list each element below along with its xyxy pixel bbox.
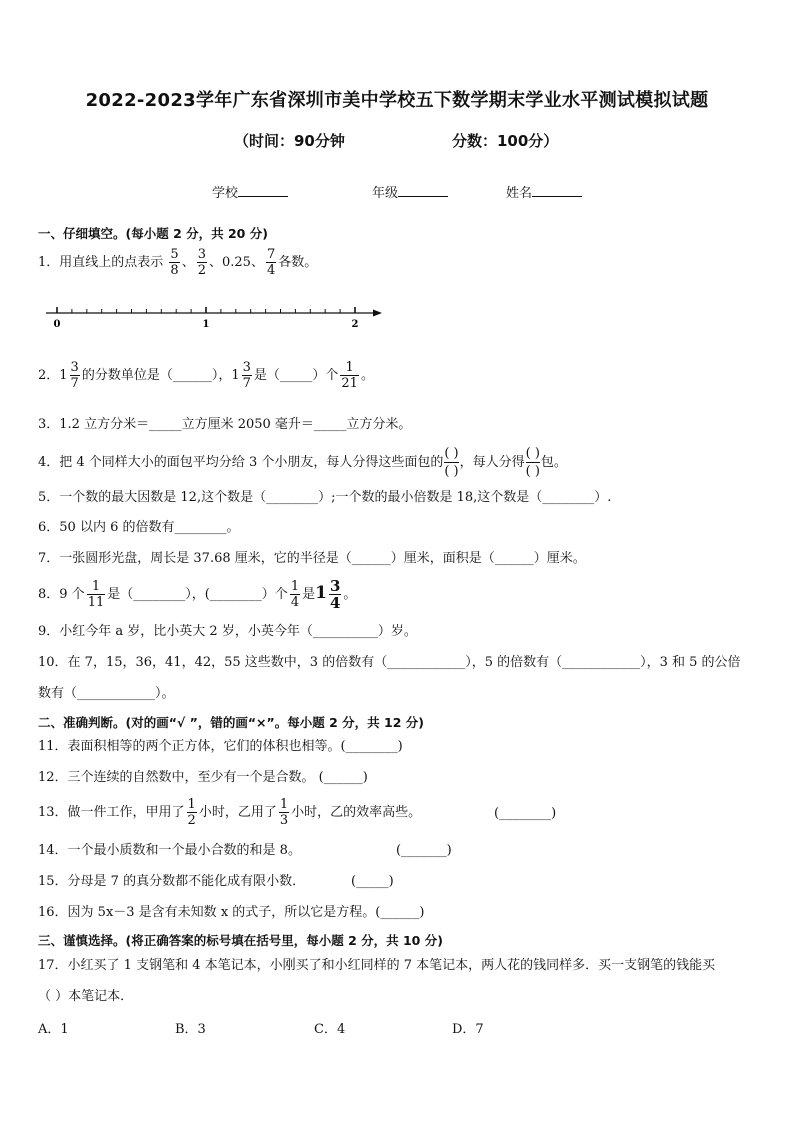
grade-blank[interactable] [398,184,448,197]
school-blank[interactable] [238,184,288,197]
q8-text3: 。 [343,587,357,602]
fraction-3-7-b: $\frac{3}{7}$ [242,360,251,391]
blank-fraction-2[interactable]: ( ) ( ) [525,446,540,479]
fraction-5-8: $\frac{5}{8}$ [170,247,179,278]
question-9: 9．小红今年 a 岁，比小英大 2 岁，小英今年（__________）岁。 [38,624,417,639]
q4-mid: ，每人分得 [459,455,525,470]
question-12: 12．三个连续的自然数中，至少有一个是合数。 (______) [38,770,368,785]
school-label: 学校 [212,186,239,201]
q13-text1: 小时，乙用了 [198,805,277,820]
q2-prefix: 2．1 [38,368,68,383]
tick-label-0: 0 [53,319,61,330]
fraction-1-2: $\frac{1}{2}$ [187,797,196,828]
question-7: 7．一张圆形光盘，周长是 37.68 厘米，它的半径是（______）厘米，面积是（______）厘米。 [38,551,586,566]
question-11: 11．表面积相等的两个正方体，它们的体积也相等。(________) [38,739,403,754]
fraction-1-3: $\frac{1}{3}$ [279,797,289,828]
question-14: 14．一个最小质数和一个最小合数的和是 8。 [38,843,301,858]
fraction-1-21: $\frac{1}{21}$ [341,360,358,391]
arrow-head-icon [373,310,382,317]
grade-field [372,182,448,201]
fraction-1-4: $\frac{1}{4}$ [290,579,300,610]
question-2 [38,360,374,391]
question-6: 6．50 以内 6 的倍数有________。 [38,520,240,535]
tick-label-1: 1 [202,319,210,330]
q8-prefix: 8．9 个 [38,587,85,602]
question-5: 5．一个数的最大因数是 12,这个数是（________）;一个数的最小倍数是 18,这个数是（________）. [38,490,612,505]
q15-answer-blank[interactable]: (_____) [351,874,394,889]
question-13 [38,797,421,828]
question-10-line2: 数有（____________）。 [38,686,175,701]
q1-mid: 、0.25、 [209,255,264,270]
name-label: 姓名 [506,186,533,201]
name-blank[interactable] [532,184,582,197]
tick-label-2: 2 [351,319,359,330]
time-limit: （时间：90分钟 [234,132,345,150]
q13-prefix: 13．做一件工作，甲用了 [38,805,185,820]
fraction-3-2: $\frac{3}{2}$ [197,247,206,278]
section3-heading: 三、谨慎选择。(将正确答案的标号填在括号里，每小题 2 分，共 10 分) [38,933,443,948]
q4-suffix: 包。 [540,455,567,470]
question-15: 15．分母是 7 的真分数都不能化成有限小数． [38,874,306,889]
question-8 [38,578,356,611]
fraction-1-11: $\frac{1}{11}$ [87,579,105,610]
fraction-7-4: $\frac{7}{4}$ [266,247,276,278]
q2-text3: 。 [360,368,374,383]
fraction-3-7: $\frac{3}{7}$ [70,360,79,391]
option-b[interactable]: B．3 [175,1022,206,1037]
question-1 [38,247,317,278]
q8-text2: 是 [302,587,316,602]
grade-label: 年级 [372,186,399,201]
q13-text2: 小时，乙的效率高些。 [291,805,422,820]
q2-text2: 是（_____）个 [253,368,339,383]
option-d[interactable]: D．7 [452,1022,484,1037]
question-10-line1: 10．在 7，15，36，41，42，55 这些数中，3 的倍数有（____________），5 的倍数有（____________），3 和 5 的公倍 [38,655,741,670]
question-17-line2: （ ）本笔记本． [38,989,134,1004]
fraction-3-4-bold: $\frac{3}{4}$ [329,577,341,612]
name-field [506,182,582,201]
question-3: 3．1.2 立方分米＝_____立方厘米 2050 毫升＝_____立方分米。 [38,417,412,432]
exam-title: 2022-2023学年广东省深圳市美中学校五下数学期末学业水平测试模拟试题 [85,90,709,111]
q13-answer-blank[interactable]: (________) [494,806,557,821]
school-field [212,182,288,201]
q2-text1: 的分数单位是（______），1 [81,368,240,383]
mixed-whole: 1 [315,583,327,603]
q1-suffix: 各数。 [278,255,318,270]
option-c[interactable]: C．4 [314,1022,346,1037]
q4-prefix: 4．把 4 个同样大小的面包平均分给 3 个小朋友，每人分得这些面包的 [38,455,444,470]
blank-fraction-1[interactable]: ( ) ( ) [444,446,459,479]
number-line[interactable] [40,302,390,336]
question-17-line1: 17．小红买了 1 支钢笔和 4 本笔记本，小刚买了和小红同样的 7 本笔记本，两人花的钱同样多．买一支钢笔的钱能买 [38,958,716,973]
q1-sep: 、 [181,255,195,270]
question-16: 16．因为 5x－3 是含有未知数 x 的式子，所以它是方程。(______) [38,905,425,920]
total-score: 分数：100分） [452,132,559,150]
section1-heading: 一、仔细填空。(每小题 2 分，共 20 分) [38,226,268,241]
q14-answer-blank[interactable]: (_______) [396,843,452,858]
question-4 [38,445,567,480]
section2-heading: 二、准确判断。(对的画“√ ”，错的画“×”。每小题 2 分，共 12 分) [38,715,424,730]
q8-text1: 是（________），(________）个 [107,587,288,602]
q1-text: 1．用直线上的点表示 [38,255,164,270]
option-a[interactable]: A．1 [38,1022,69,1037]
